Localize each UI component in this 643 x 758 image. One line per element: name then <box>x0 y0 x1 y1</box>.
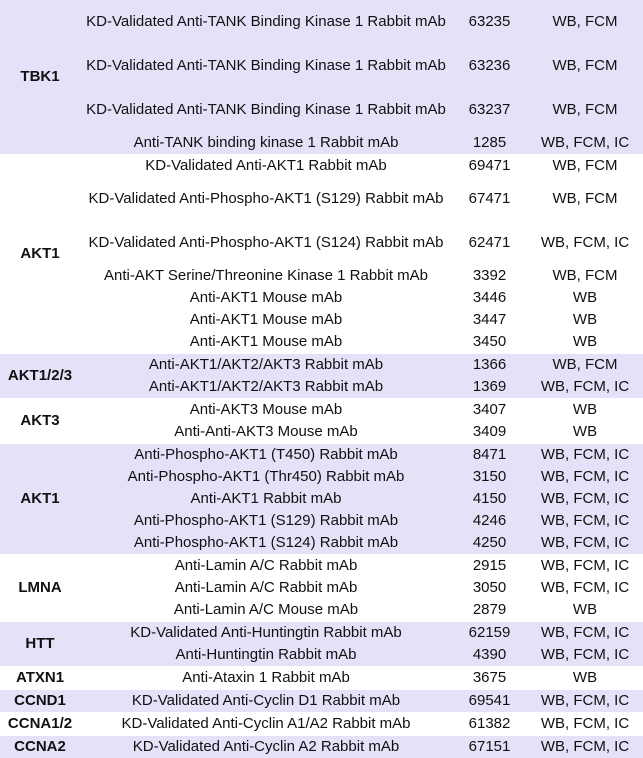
product-name-cell: KD-Validated Anti-Cyclin D1 Rabbit mAb <box>80 690 452 713</box>
applications-cell: WB, FCM, IC <box>527 221 643 265</box>
catalog-number-cell: 3450 <box>452 331 527 354</box>
table-row <box>0 713 643 736</box>
table-row <box>0 155 643 178</box>
catalog-number-cell: 62471 <box>452 221 527 265</box>
gene-cell: CCND1 <box>0 690 80 713</box>
product-name-cell: Anti-Anti-AKT3 Mouse mAb <box>80 421 452 444</box>
gene-cell: ATXN1 <box>0 667 80 690</box>
product-name-cell: KD-Validated Anti-TANK Binding Kinase 1 Rabbit mAb <box>80 88 452 132</box>
applications-cell: WB, FCM, IC <box>527 532 643 555</box>
table-row <box>0 354 643 377</box>
applications-cell: WB, FCM <box>527 88 643 132</box>
catalog-number-cell: 1285 <box>452 132 527 155</box>
table-row <box>0 667 643 690</box>
applications-cell: WB <box>527 287 643 309</box>
applications-cell: WB <box>527 399 643 422</box>
table-row <box>0 132 643 155</box>
table-row <box>0 466 643 488</box>
catalog-number-cell: 3446 <box>452 287 527 309</box>
catalog-number-cell: 3675 <box>452 667 527 690</box>
table-row <box>0 44 643 88</box>
catalog-number-cell: 69541 <box>452 690 527 713</box>
gene-cell: CCNA2 <box>0 736 80 758</box>
product-name-cell: KD-Validated Anti-Huntingtin Rabbit mAb <box>80 622 452 645</box>
product-name-cell: KD-Validated Anti-Phospho-AKT1 (S124) Rabbit mAb <box>80 221 452 265</box>
catalog-number-cell: 3409 <box>452 421 527 444</box>
table-row <box>0 599 643 622</box>
gene-cell: CCNA1/2 <box>0 713 80 736</box>
gene-cell: HTT <box>0 622 80 667</box>
applications-cell: WB, FCM, IC <box>527 690 643 713</box>
gene-cell: TBK1 <box>0 0 80 155</box>
catalog-number-cell: 3050 <box>452 577 527 599</box>
product-name-cell: Anti-AKT1/AKT2/AKT3 Rabbit mAb <box>80 354 452 377</box>
applications-cell: WB, FCM <box>527 155 643 178</box>
table-row <box>0 510 643 532</box>
applications-cell: WB, FCM <box>527 265 643 287</box>
gene-cell: AKT3 <box>0 399 80 444</box>
catalog-number-cell: 63236 <box>452 44 527 88</box>
applications-cell: WB <box>527 309 643 331</box>
applications-cell: WB, FCM, IC <box>527 644 643 667</box>
product-name-cell: KD-Validated Anti-TANK Binding Kinase 1 Rabbit mAb <box>80 44 452 88</box>
catalog-number-cell: 3392 <box>452 265 527 287</box>
catalog-number-cell: 3447 <box>452 309 527 331</box>
table-row <box>0 690 643 713</box>
catalog-number-cell: 3407 <box>452 399 527 422</box>
product-name-cell: Anti-Phospho-AKT1 (S124) Rabbit mAb <box>80 532 452 555</box>
product-name-cell: Anti-AKT1/AKT2/AKT3 Rabbit mAb <box>80 376 452 399</box>
table-row <box>0 331 643 354</box>
product-name-cell: Anti-AKT3 Mouse mAb <box>80 399 452 422</box>
catalog-number-cell: 4390 <box>452 644 527 667</box>
table-row <box>0 0 643 44</box>
table-row <box>0 309 643 331</box>
table-row <box>0 644 643 667</box>
applications-cell: WB, FCM, IC <box>527 132 643 155</box>
catalog-number-cell: 67471 <box>452 177 527 221</box>
product-name-cell: Anti-AKT1 Mouse mAb <box>80 309 452 331</box>
table-row <box>0 532 643 555</box>
product-name-cell: Anti-Lamin A/C Mouse mAb <box>80 599 452 622</box>
product-name-cell: KD-Validated Anti-TANK Binding Kinase 1 Rabbit mAb <box>80 0 452 44</box>
catalog-number-cell: 8471 <box>452 444 527 467</box>
gene-cell: LMNA <box>0 555 80 622</box>
applications-cell: WB, FCM, IC <box>527 510 643 532</box>
catalog-number-cell: 63237 <box>452 88 527 132</box>
product-name-cell: KD-Validated Anti-Cyclin A1/A2 Rabbit mAb <box>80 713 452 736</box>
product-name-cell: Anti-Phospho-AKT1 (S129) Rabbit mAb <box>80 510 452 532</box>
product-name-cell: KD-Validated Anti-Phospho-AKT1 (S129) Rabbit mAb <box>80 177 452 221</box>
applications-cell: WB <box>527 331 643 354</box>
product-name-cell: Anti-AKT1 Mouse mAb <box>80 287 452 309</box>
catalog-number-cell: 2879 <box>452 599 527 622</box>
applications-cell: WB, FCM <box>527 177 643 221</box>
catalog-number-cell: 61382 <box>452 713 527 736</box>
table-row <box>0 265 643 287</box>
catalog-number-cell: 69471 <box>452 155 527 178</box>
catalog-number-cell: 62159 <box>452 622 527 645</box>
table-row <box>0 221 643 265</box>
table-row <box>0 177 643 221</box>
applications-cell: WB, FCM <box>527 44 643 88</box>
product-name-cell: Anti-AKT1 Rabbit mAb <box>80 488 452 510</box>
applications-cell: WB, FCM, IC <box>527 577 643 599</box>
product-name-cell: Anti-Lamin A/C Rabbit mAb <box>80 577 452 599</box>
product-name-cell: Anti-AKT1 Mouse mAb <box>80 331 452 354</box>
gene-cell: AKT1 <box>0 444 80 555</box>
catalog-number-cell: 67151 <box>452 736 527 758</box>
gene-cell: AKT1 <box>0 155 80 354</box>
table-row <box>0 421 643 444</box>
applications-cell: WB, FCM, IC <box>527 488 643 510</box>
product-name-cell: Anti-Phospho-AKT1 (Thr450) Rabbit mAb <box>80 466 452 488</box>
product-name-cell: Anti-Huntingtin Rabbit mAb <box>80 644 452 667</box>
applications-cell: WB, FCM, IC <box>527 444 643 467</box>
catalog-number-cell: 1369 <box>452 376 527 399</box>
table-row <box>0 376 643 399</box>
catalog-number-cell: 4150 <box>452 488 527 510</box>
applications-cell: WB <box>527 599 643 622</box>
table-row <box>0 555 643 578</box>
applications-cell: WB, FCM, IC <box>527 555 643 578</box>
catalog-number-cell: 4246 <box>452 510 527 532</box>
product-name-cell: Anti-Phospho-AKT1 (T450) Rabbit mAb <box>80 444 452 467</box>
applications-cell: WB, FCM, IC <box>527 622 643 645</box>
table-row <box>0 287 643 309</box>
gene-cell: AKT1/2/3 <box>0 354 80 399</box>
applications-cell: WB, FCM, IC <box>527 466 643 488</box>
catalog-number-cell: 1366 <box>452 354 527 377</box>
table-row <box>0 88 643 132</box>
product-name-cell: KD-Validated Anti-AKT1 Rabbit mAb <box>80 155 452 178</box>
table-row <box>0 399 643 422</box>
catalog-number-cell: 3150 <box>452 466 527 488</box>
catalog-number-cell: 2915 <box>452 555 527 578</box>
applications-cell: WB, FCM, IC <box>527 736 643 758</box>
product-name-cell: Anti-Lamin A/C Rabbit mAb <box>80 555 452 578</box>
table-row <box>0 622 643 645</box>
table-row <box>0 577 643 599</box>
applications-cell: WB <box>527 667 643 690</box>
applications-cell: WB, FCM, IC <box>527 376 643 399</box>
catalog-number-cell: 63235 <box>452 0 527 44</box>
product-name-cell: Anti-Ataxin 1 Rabbit mAb <box>80 667 452 690</box>
product-name-cell: KD-Validated Anti-Cyclin A2 Rabbit mAb <box>80 736 452 758</box>
product-name-cell: Anti-TANK binding kinase 1 Rabbit mAb <box>80 132 452 155</box>
applications-cell: WB <box>527 421 643 444</box>
table-row <box>0 488 643 510</box>
applications-cell: WB, FCM, IC <box>527 713 643 736</box>
applications-cell: WB, FCM <box>527 354 643 377</box>
catalog-number-cell: 4250 <box>452 532 527 555</box>
product-name-cell: Anti-AKT Serine/Threonine Kinase 1 Rabbit mAb <box>80 265 452 287</box>
applications-cell: WB, FCM <box>527 0 643 44</box>
table-row <box>0 444 643 467</box>
